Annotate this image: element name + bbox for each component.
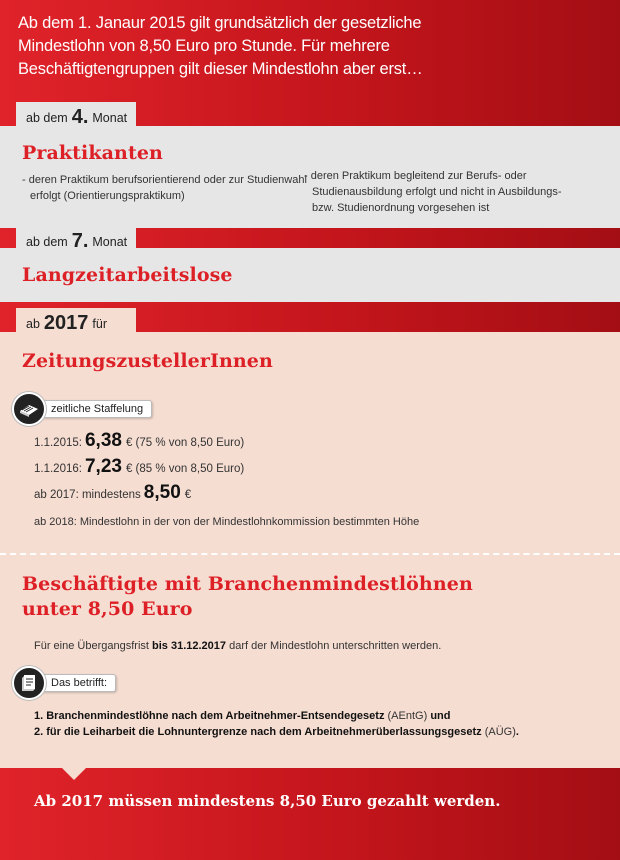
langzeit-heading: Langzeitarbeitslose	[22, 264, 233, 286]
rate-2015: 1.1.2015: 6,38 € (75 % von 8,50 Euro)	[34, 430, 245, 451]
rate-2016: 1.1.2016: 7,23 € (85 % von 8,50 Euro)	[34, 456, 245, 477]
uebergangsfrist-text: Für eine Übergangsfrist bis 31.12.2017 darf der Mindestlohn unterschritten werden.	[34, 640, 442, 652]
document-icon	[12, 666, 46, 700]
zeitung-tab	[16, 308, 136, 334]
praktikanten-heading: Praktikanten	[22, 142, 163, 164]
section-divider	[0, 553, 620, 555]
intro-text: Ab dem 1. Janaur 2015 gilt grundsätzlich der gesetzliche Mindestlohn von 8,50 Euro pro Stunde. Für mehrere Beschäftigtengruppen gilt dieser Mindestlohn aber erst…	[18, 14, 423, 78]
tab-number: 7.	[71, 230, 89, 252]
tab-suffix: Monat	[92, 235, 128, 249]
praktikanten-bullet-2: - deren Praktikum begleitend zur Berufs- oder Studienausbildung erfolgt und nicht in Ausbildungs- bzw. Studienordnung vorgesehen ist	[304, 170, 562, 214]
rate-value: 8,50	[143, 482, 181, 503]
praktikanten-tab	[16, 102, 136, 128]
tab-number: 4.	[71, 106, 89, 128]
rate-value: 6,38	[84, 430, 122, 451]
footer-message: Ab 2017 müssen mindestens 8,50 Euro gezahlt werden.	[34, 792, 501, 810]
newspaper-icon	[12, 392, 46, 426]
tab-suffix: für	[92, 317, 107, 331]
zeitung-heading: ZeitungszustellerInnen	[22, 350, 273, 372]
rate-value: 7,23	[84, 456, 122, 477]
tab-prefix: ab	[26, 317, 40, 331]
betrifft-pill	[12, 666, 116, 700]
tab-suffix: Monat	[92, 111, 128, 125]
betrifft-item-2: 2. für die Leiharbeit die Lohnuntergrenze nach dem Arbeitnehmerüberlassungsgesetz (AÜG).	[34, 726, 519, 738]
branchen-heading: Beschäftigte mit Branchenmindestlöhnen unter 8,50 Euro	[22, 573, 473, 620]
tab-prefix: ab dem	[26, 235, 68, 249]
tab-prefix: ab dem	[26, 111, 68, 125]
footer-banner	[0, 768, 620, 860]
rate-2017: ab 2017: mindestens 8,50 €	[34, 482, 192, 503]
tab-number: 2017	[43, 312, 89, 334]
footer-notch	[62, 768, 86, 780]
staffelung-pill	[12, 392, 152, 426]
rate-2018: ab 2018: Mindestlohn in der von der Mindestlohnkommission bestimmten Höhe	[34, 516, 420, 528]
betrifft-item-1: 1. Branchenmindestlöhne nach dem Arbeitnehmer-Entsendegesetz (AEntG) und	[34, 710, 451, 722]
pill-label: zeitliche Staffelung	[34, 400, 152, 418]
langzeit-tab	[16, 226, 136, 252]
praktikanten-bullet-1: - deren Praktikum berufsorientierend oder zur Studienwahl erfolgt (Orientierungspraktikum)	[22, 174, 307, 202]
pill-label: Das betrifft:	[34, 674, 116, 692]
